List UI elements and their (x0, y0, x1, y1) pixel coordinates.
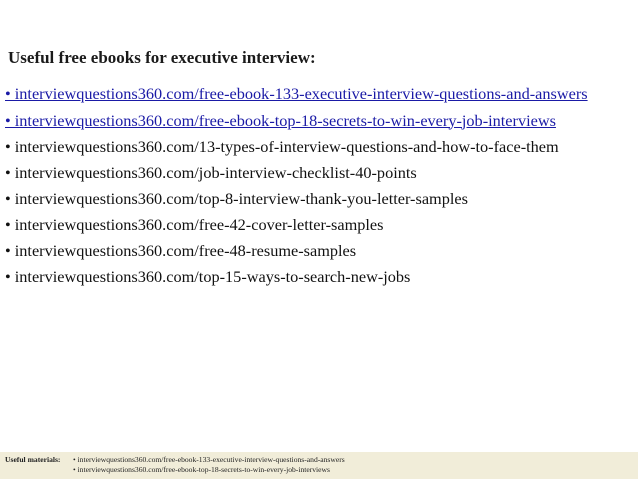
footer-link-2[interactable]: • interviewquestions360.com/free-ebook-top-18-secrets-to-win-every-job-interviews (73, 465, 330, 474)
list-item: • interviewquestions360.com/top-8-interview-thank-you-letter-samples (5, 188, 468, 208)
ebook-list (5, 85, 630, 294)
footer-link-1[interactable]: • interviewquestions360.com/free-ebook-133-executive-interview-questions-and-answers (73, 455, 345, 464)
list-item-link[interactable]: • interviewquestions360.com/free-ebook-top-18-secrets-to-win-every-job-interviews (5, 110, 556, 130)
footer-label: Useful materials: (5, 455, 61, 464)
list-item: • interviewquestions360.com/free-48-resume-samples (5, 240, 357, 260)
slide-title: Useful free ebooks for executive interview: (8, 48, 316, 67)
list-item: • interviewquestions360.com/job-interview-checklist-40-points (5, 162, 417, 182)
footer-bar (0, 452, 638, 479)
list-item: • interviewquestions360.com/top-15-ways-to-search-new-jobs (5, 266, 411, 286)
list-item: • interviewquestions360.com/free-42-cover-letter-samples (5, 214, 384, 234)
list-item: • interviewquestions360.com/13-types-of-interview-questions-and-how-to-face-them (5, 136, 559, 156)
list-item-link[interactable]: • interviewquestions360.com/free-ebook-133-executive-interview-questions-and-answers (5, 84, 588, 103)
